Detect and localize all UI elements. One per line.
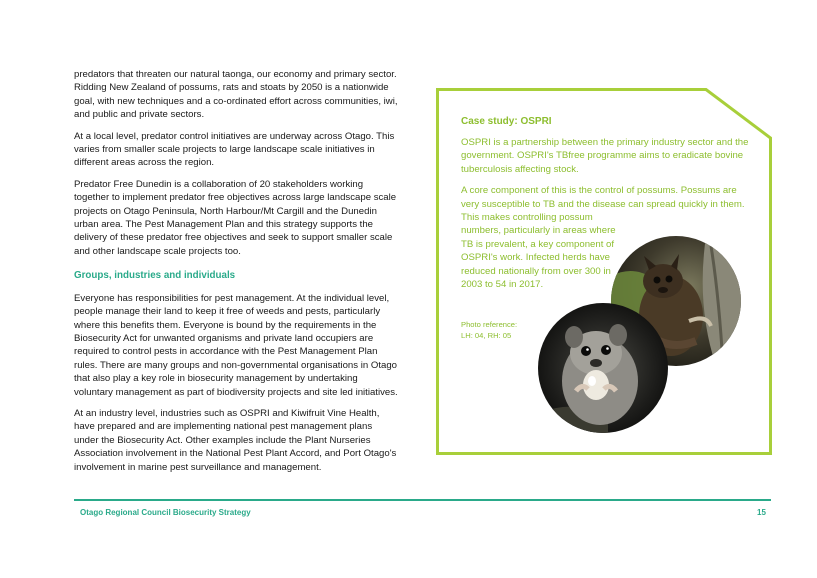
paragraph-industry-level: At an industry level, industries such as OSPRI and Kiwifruit Vine Health, have prepared and are implementing national pest management plans under the Biosecurity Act. Other examples include the Plant Nurseries Association involvement in the National Pest Plant Accord, and Port Otago's involvement in marine pest surveillance and management. — [74, 407, 397, 473]
section-heading: Groups, industries and individuals — [74, 270, 236, 282]
paragraph-local-level: At a local level, predator control initiatives are underway across Otago. This varies from smaller scale projects to large landscape scale initiatives in different areas across the region. — [74, 130, 395, 169]
paragraph-predator-free-dunedin: Predator Free Dunedin is a collaboration of 20 stakeholders working together to implement predator free objectives across large landscape scale projects on Otago Peninsula, North Harbour/Mt Cargill and the Dunedin urban area. The Pest Management Plan and this strategy supports the delivery of these predator free objectives and seek to support smaller scale and other landscape scale projects too. — [74, 178, 397, 257]
paragraph-predators: predators that threaten our natural taonga, our economy and primary sector. Ridding New Zealand of possums, rats and stoats by 2050 is a nationwide goal, with new techniques and a co-ordinated effort across communities, iwi, and public and private sectors. — [74, 69, 398, 121]
footer-divider — [74, 499, 771, 501]
photo-reference-value: LH: 04, RH: 05 — [461, 330, 512, 340]
case-study-paragraph-1: OSPRI is a partnership between the primary industry sector and the government. OSPRI's TBfree programme aims to eradicate bovine tuberculosis affecting stock. — [461, 137, 749, 175]
paragraph-responsibilities: Everyone has responsibilities for pest management. At the individual level, people manage their land to keep it free of weeds and pests, particularly where this benefits them. Everyone is bound by the requirements in the Biosecurity Act for unwanted organisms and private land occupiers are required to control pests in accordance with the Pest Management Plan rules. There are many groups and non-governmental organisations in Otago that also play a key role in biosecurity management by undertaking voluntary management as part of biodiversity projects and site led initiatives. — [74, 292, 398, 398]
main-text-column — [74, 68, 398, 482]
case-study-paragraph-2-narrow: numbers, particularly in areas where TB is prevalent, a key component of OSPRI's work. Infected herds have reduced nationally from over 300 in 2003 to 54 in 2017. — [461, 225, 616, 291]
case-study-box — [436, 88, 772, 455]
footer-title: Otago Regional Council Biosecurity Strategy — [80, 508, 251, 517]
page-number: 15 — [757, 508, 766, 517]
photo-reference-label: Photo reference: — [461, 320, 518, 329]
case-study-title: Case study: OSPRI — [461, 116, 552, 127]
possum-photo-left — [538, 303, 668, 433]
case-study-paragraph-2-wide: A core component of this is the control of possums. Possums are very susceptible to TB and the disease can spread quickly in them. This makes controlling possum — [461, 185, 745, 224]
